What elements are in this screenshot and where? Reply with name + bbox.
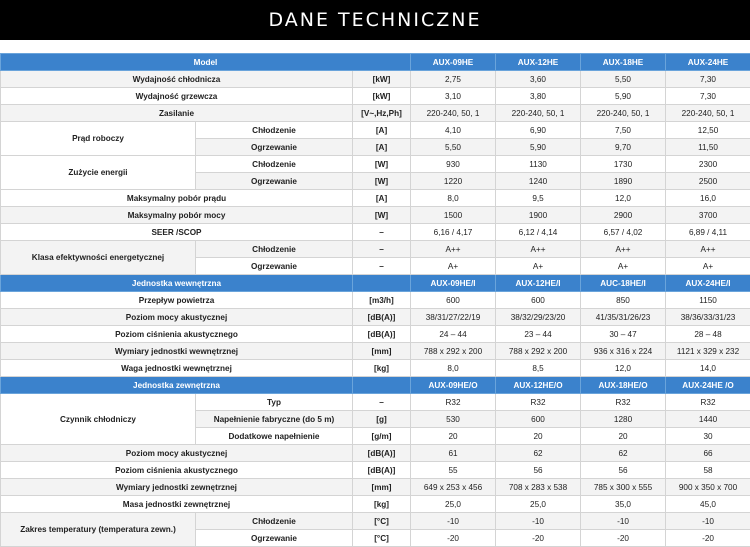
- value-cell: 6,16 / 4,17: [411, 224, 496, 241]
- table-row: [1, 88, 750, 105]
- value-cell: 61: [411, 445, 496, 462]
- sub-label: Chłodzenie: [196, 513, 353, 530]
- unit-cell: [mm]: [353, 343, 411, 360]
- table-row: [1, 445, 750, 462]
- table-row: [1, 292, 750, 309]
- value-cell: 9,5: [496, 190, 581, 207]
- table-row: [1, 496, 750, 513]
- table-row: [1, 156, 750, 173]
- value-cell: 1440: [666, 411, 750, 428]
- value-cell: 38/31/27/22/19: [411, 309, 496, 326]
- model-name: AUX-12HE: [496, 54, 581, 71]
- value-cell: 38/36/33/31/23: [666, 309, 750, 326]
- value-cell: 56: [581, 462, 666, 479]
- group-label: Zakres temperatury (temperatura zewn.): [1, 513, 196, 547]
- row-label: Wydajność chłodnicza: [1, 71, 353, 88]
- table-row: [1, 360, 750, 377]
- header-empty-cell: [353, 275, 411, 292]
- value-cell: 35,0: [581, 496, 666, 513]
- header-label: Jednostka zewnętrzna: [1, 377, 353, 394]
- value-cell: R32: [581, 394, 666, 411]
- unit-cell: [g]: [353, 411, 411, 428]
- value-cell: 220-240, 50, 1: [666, 105, 750, 122]
- value-cell: 16,0: [666, 190, 750, 207]
- value-cell: -10: [411, 513, 496, 530]
- unit-cell: [A]: [353, 190, 411, 207]
- value-cell: 3700: [666, 207, 750, 224]
- value-cell: 788 x 292 x 200: [411, 343, 496, 360]
- row-label: Waga jednostki wewnętrznej: [1, 360, 353, 377]
- table-row: [1, 394, 750, 411]
- value-cell: 6,12 / 4,14: [496, 224, 581, 241]
- table-row: [1, 309, 750, 326]
- value-cell: 930: [411, 156, 496, 173]
- table-row: [1, 479, 750, 496]
- group-label: Prąd roboczy: [1, 122, 196, 156]
- value-cell: 600: [496, 292, 581, 309]
- unit-cell: [kg]: [353, 496, 411, 513]
- table-row: [1, 190, 750, 207]
- sub-label: Ogrzewanie: [196, 139, 353, 156]
- value-cell: 7,50: [581, 122, 666, 139]
- value-cell: -20: [411, 530, 496, 547]
- value-cell: 850: [581, 292, 666, 309]
- value-cell: 41/35/31/26/23: [581, 309, 666, 326]
- value-cell: 56: [496, 462, 581, 479]
- value-cell: 24 – 44: [411, 326, 496, 343]
- value-cell: 5,50: [581, 71, 666, 88]
- model-name: AUX-24HE/I: [666, 275, 750, 292]
- unit-cell: [m3/h]: [353, 292, 411, 309]
- value-cell: 1150: [666, 292, 750, 309]
- value-cell: 14,0: [666, 360, 750, 377]
- value-cell: 8,0: [411, 360, 496, 377]
- value-cell: R32: [411, 394, 496, 411]
- table-row: [1, 224, 750, 241]
- row-label: Maksymalny pobór prądu: [1, 190, 353, 207]
- value-cell: 1220: [411, 173, 496, 190]
- spec-table: [0, 53, 750, 547]
- unit-cell: [W]: [353, 156, 411, 173]
- unit-cell: [dB(A)]: [353, 462, 411, 479]
- sub-label: Chłodzenie: [196, 156, 353, 173]
- value-cell: 2300: [666, 156, 750, 173]
- table-row: [1, 241, 750, 258]
- sub-label: Chłodzenie: [196, 122, 353, 139]
- value-cell: 62: [581, 445, 666, 462]
- value-cell: 1500: [411, 207, 496, 224]
- value-cell: 1280: [581, 411, 666, 428]
- value-cell: 6,57 / 4,02: [581, 224, 666, 241]
- row-label: Poziom ciśnienia akustycznego: [1, 326, 353, 343]
- group-label: Zużycie energii: [1, 156, 196, 190]
- value-cell: 2500: [666, 173, 750, 190]
- sub-label: Ogrzewanie: [196, 530, 353, 547]
- value-cell: 1890: [581, 173, 666, 190]
- value-cell: 1130: [496, 156, 581, 173]
- value-cell: 12,50: [666, 122, 750, 139]
- value-cell: 1240: [496, 173, 581, 190]
- unit-cell: [kg]: [353, 360, 411, 377]
- table-row: [1, 462, 750, 479]
- value-cell: A++: [581, 241, 666, 258]
- header-label: Model: [1, 54, 411, 71]
- unit-cell: [mm]: [353, 479, 411, 496]
- table-row: [1, 326, 750, 343]
- unit-cell: [g/m]: [353, 428, 411, 445]
- header-label: Jednostka wewnętrzna: [1, 275, 353, 292]
- unit-cell: [kW]: [353, 71, 411, 88]
- row-label: Poziom ciśnienia akustycznego: [1, 462, 353, 479]
- sub-label: Chłodzenie: [196, 241, 353, 258]
- value-cell: 7,30: [666, 88, 750, 105]
- value-cell: 936 x 316 x 224: [581, 343, 666, 360]
- value-cell: 12,0: [581, 190, 666, 207]
- value-cell: -10: [666, 513, 750, 530]
- value-cell: 62: [496, 445, 581, 462]
- value-cell: 788 x 292 x 200: [496, 343, 581, 360]
- model-name: AUX-09HE/I: [411, 275, 496, 292]
- table-row: [1, 513, 750, 530]
- indoor-header-row: [1, 275, 750, 292]
- value-cell: 30: [666, 428, 750, 445]
- model-name: AUX-24HE: [666, 54, 750, 71]
- model-name: AUX-12HE/O: [496, 377, 581, 394]
- value-cell: 600: [496, 411, 581, 428]
- value-cell: 3,80: [496, 88, 581, 105]
- value-cell: 45,0: [666, 496, 750, 513]
- model-name: AUX-12HE/I: [496, 275, 581, 292]
- value-cell: 4,10: [411, 122, 496, 139]
- value-cell: 38/32/29/23/20: [496, 309, 581, 326]
- sub-label: Napełnienie fabryczne (do 5 m): [196, 411, 353, 428]
- unit-cell: –: [353, 394, 411, 411]
- value-cell: 5,90: [496, 139, 581, 156]
- row-label: Masa jednostki zewnętrznej: [1, 496, 353, 513]
- unit-cell: [W]: [353, 173, 411, 190]
- value-cell: 2900: [581, 207, 666, 224]
- value-cell: 20: [581, 428, 666, 445]
- value-cell: A+: [411, 258, 496, 275]
- table-row: [1, 122, 750, 139]
- value-cell: 2,75: [411, 71, 496, 88]
- unit-cell: –: [353, 258, 411, 275]
- outdoor-header-row: [1, 377, 750, 394]
- value-cell: 20: [411, 428, 496, 445]
- sub-label: Dodatkowe napełnienie: [196, 428, 353, 445]
- unit-cell: [dB(A)]: [353, 445, 411, 462]
- value-cell: 220-240, 50, 1: [581, 105, 666, 122]
- value-cell: A++: [666, 241, 750, 258]
- group-label: Czynnik chłodniczy: [1, 394, 196, 445]
- value-cell: 900 x 350 x 700: [666, 479, 750, 496]
- row-label: Poziom mocy akustycznej: [1, 309, 353, 326]
- value-cell: 5,50: [411, 139, 496, 156]
- table-row: [1, 71, 750, 88]
- value-cell: 600: [411, 292, 496, 309]
- spacer: [0, 40, 750, 53]
- value-cell: 1900: [496, 207, 581, 224]
- value-cell: -20: [666, 530, 750, 547]
- value-cell: 23 – 44: [496, 326, 581, 343]
- value-cell: 28 – 48: [666, 326, 750, 343]
- value-cell: -10: [581, 513, 666, 530]
- model-name: AUX-09HE: [411, 54, 496, 71]
- unit-cell: [V~,Hz,Ph]: [353, 105, 411, 122]
- value-cell: 55: [411, 462, 496, 479]
- row-label: Wymiary jednostki zewnętrznej: [1, 479, 353, 496]
- sub-label: Ogrzewanie: [196, 258, 353, 275]
- unit-cell: –: [353, 224, 411, 241]
- table-row: [1, 105, 750, 122]
- value-cell: 7,30: [666, 71, 750, 88]
- value-cell: 6,90: [496, 122, 581, 139]
- value-cell: A+: [666, 258, 750, 275]
- header-empty-cell: [353, 377, 411, 394]
- table-row: [1, 343, 750, 360]
- row-label: SEER /SCOP: [1, 224, 353, 241]
- sub-label: Typ: [196, 394, 353, 411]
- row-label: Przepływ powietrza: [1, 292, 353, 309]
- value-cell: 58: [666, 462, 750, 479]
- model-name: AUX-18HE/O: [581, 377, 666, 394]
- unit-cell: [A]: [353, 139, 411, 156]
- value-cell: 708 x 283 x 538: [496, 479, 581, 496]
- unit-cell: –: [353, 241, 411, 258]
- model-name: AUX-24HE /O: [666, 377, 750, 394]
- value-cell: 11,50: [666, 139, 750, 156]
- model-name: AUX-09HE/O: [411, 377, 496, 394]
- row-label: Poziom mocy akustycznej: [1, 445, 353, 462]
- value-cell: 8,5: [496, 360, 581, 377]
- value-cell: 1730: [581, 156, 666, 173]
- value-cell: R32: [666, 394, 750, 411]
- group-label: Klasa efektywności energetycznej: [1, 241, 196, 275]
- value-cell: 30 – 47: [581, 326, 666, 343]
- sub-label: Ogrzewanie: [196, 173, 353, 190]
- row-label: Zasilanie: [1, 105, 353, 122]
- model-name: AUC-18HE/I: [581, 275, 666, 292]
- value-cell: -20: [581, 530, 666, 547]
- value-cell: 25,0: [496, 496, 581, 513]
- model-name: AUX-18HE: [581, 54, 666, 71]
- table-row: [1, 207, 750, 224]
- unit-cell: [dB(A)]: [353, 326, 411, 343]
- unit-cell: [kW]: [353, 88, 411, 105]
- value-cell: R32: [496, 394, 581, 411]
- value-cell: 12,0: [581, 360, 666, 377]
- unit-cell: [°C]: [353, 513, 411, 530]
- value-cell: 220-240, 50, 1: [411, 105, 496, 122]
- title-banner: [0, 0, 750, 40]
- value-cell: 3,60: [496, 71, 581, 88]
- unit-cell: [W]: [353, 207, 411, 224]
- value-cell: 1121 x 329 x 232: [666, 343, 750, 360]
- unit-cell: [A]: [353, 122, 411, 139]
- value-cell: A++: [496, 241, 581, 258]
- value-cell: 25,0: [411, 496, 496, 513]
- value-cell: A+: [581, 258, 666, 275]
- value-cell: 785 x 300 x 555: [581, 479, 666, 496]
- model-header-row: [1, 54, 750, 71]
- value-cell: 3,10: [411, 88, 496, 105]
- page-title: DANE TECHNICZNE: [268, 9, 482, 31]
- value-cell: 220-240, 50, 1: [496, 105, 581, 122]
- value-cell: 66: [666, 445, 750, 462]
- value-cell: 20: [496, 428, 581, 445]
- value-cell: -20: [496, 530, 581, 547]
- value-cell: A+: [496, 258, 581, 275]
- row-label: Wymiary jednostki wewnętrznej: [1, 343, 353, 360]
- value-cell: 8,0: [411, 190, 496, 207]
- row-label: Wydajność grzewcza: [1, 88, 353, 105]
- value-cell: 9,70: [581, 139, 666, 156]
- value-cell: 649 x 253 x 456: [411, 479, 496, 496]
- value-cell: 6,89 / 4,11: [666, 224, 750, 241]
- value-cell: -10: [496, 513, 581, 530]
- value-cell: A++: [411, 241, 496, 258]
- unit-cell: [dB(A)]: [353, 309, 411, 326]
- unit-cell: [°C]: [353, 530, 411, 547]
- value-cell: 5,90: [581, 88, 666, 105]
- value-cell: 530: [411, 411, 496, 428]
- row-label: Maksymalny pobór mocy: [1, 207, 353, 224]
